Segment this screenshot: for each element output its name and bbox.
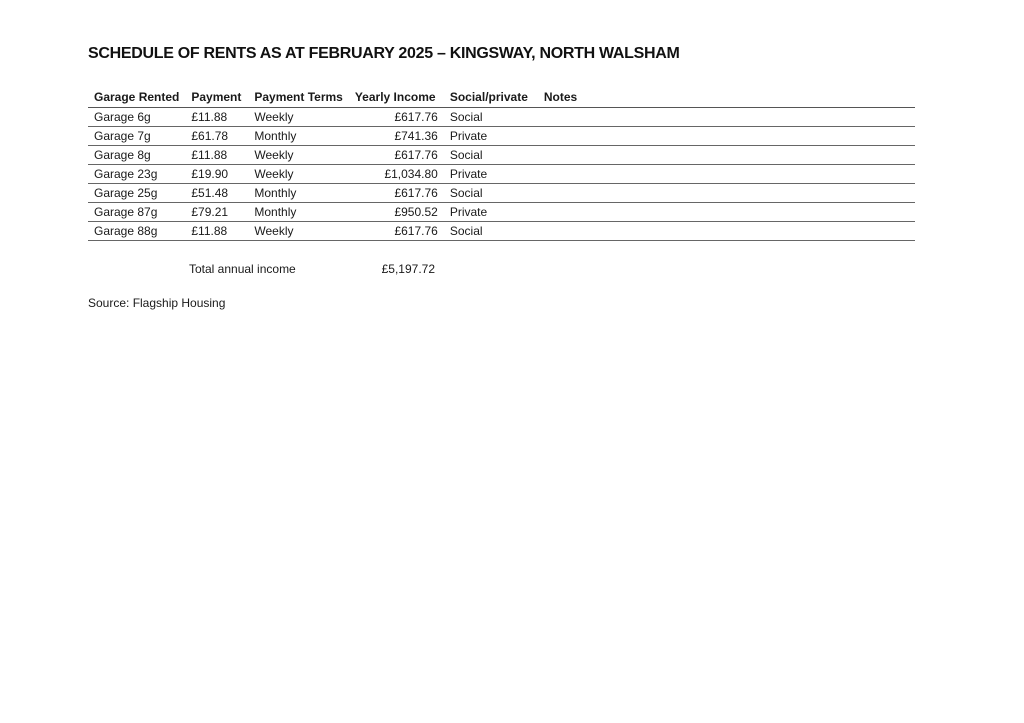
cell-payment: £11.88	[185, 221, 248, 240]
header-garage-rented: Garage Rented	[88, 88, 185, 107]
header-payment: Payment	[185, 88, 248, 107]
cell-income: £1,034.80	[349, 164, 444, 183]
cell-notes	[538, 183, 915, 202]
cell-income: £950.52	[349, 202, 444, 221]
cell-notes	[538, 107, 915, 126]
cell-social: Private	[444, 164, 538, 183]
cell-social: Social	[444, 183, 538, 202]
cell-income: £617.76	[349, 107, 444, 126]
cell-garage: Garage 88g	[88, 221, 185, 240]
cell-social: Social	[444, 221, 538, 240]
cell-payment: £51.48	[185, 183, 248, 202]
table-row	[88, 164, 915, 183]
page-title: SCHEDULE OF RENTS AS AT FEBRUARY 2025 – KINGSWAY, NORTH WALSHAM	[88, 45, 680, 62]
cell-income: £617.76	[349, 183, 444, 202]
cell-terms: Monthly	[248, 183, 348, 202]
total-annual-income-value: £5,197.72	[381, 262, 435, 276]
cell-notes	[538, 126, 915, 145]
cell-garage: Garage 7g	[88, 126, 185, 145]
cell-notes	[538, 145, 915, 164]
cell-garage: Garage 6g	[88, 107, 185, 126]
cell-social: Private	[444, 126, 538, 145]
cell-income: £617.76	[349, 221, 444, 240]
cell-social: Social	[444, 107, 538, 126]
table-row	[88, 183, 915, 202]
cell-payment: £61.78	[185, 126, 248, 145]
table-row	[88, 145, 915, 164]
cell-notes	[538, 164, 915, 183]
cell-payment: £11.88	[185, 145, 248, 164]
cell-payment: £11.88	[185, 107, 248, 126]
header-social-private: Social/private	[444, 88, 538, 107]
cell-terms: Monthly	[248, 126, 348, 145]
header-yearly-income: Yearly Income	[349, 88, 444, 107]
cell-notes	[538, 202, 915, 221]
cell-garage: Garage 87g	[88, 202, 185, 221]
cell-garage: Garage 25g	[88, 183, 185, 202]
cell-social: Private	[444, 202, 538, 221]
table-row	[88, 107, 915, 126]
cell-terms: Weekly	[248, 145, 348, 164]
cell-terms: Weekly	[248, 107, 348, 126]
cell-garage: Garage 8g	[88, 145, 185, 164]
cell-terms: Weekly	[248, 221, 348, 240]
table-row	[88, 126, 915, 145]
table-header-row	[88, 88, 915, 107]
rent-schedule-table	[88, 88, 915, 241]
cell-income: £741.36	[349, 126, 444, 145]
cell-notes	[538, 221, 915, 240]
source-note: Source: Flagship Housing	[88, 296, 226, 310]
cell-payment: £19.90	[185, 164, 248, 183]
total-annual-income-label: Total annual income	[189, 262, 296, 276]
cell-income: £617.76	[349, 145, 444, 164]
header-payment-terms: Payment Terms	[248, 88, 348, 107]
cell-social: Social	[444, 145, 538, 164]
table-row	[88, 202, 915, 221]
header-notes: Notes	[538, 88, 915, 107]
cell-terms: Monthly	[248, 202, 348, 221]
cell-payment: £79.21	[185, 202, 248, 221]
cell-garage: Garage 23g	[88, 164, 185, 183]
cell-terms: Weekly	[248, 164, 348, 183]
table-row	[88, 221, 915, 240]
